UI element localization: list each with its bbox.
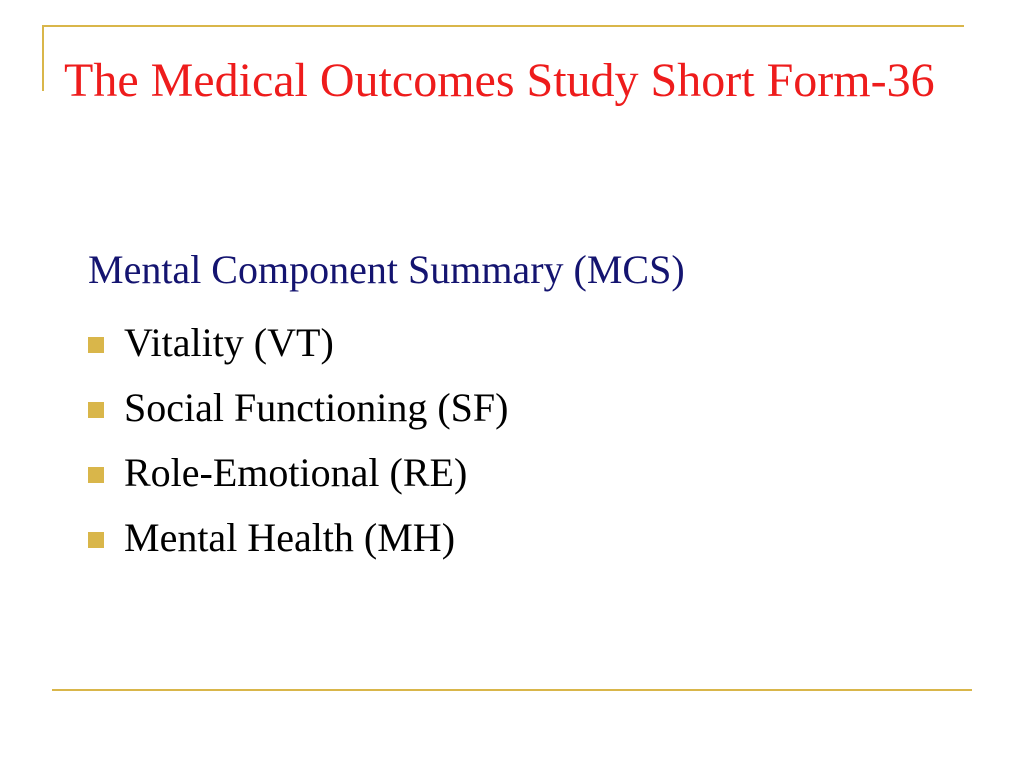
- frame-left-rule: [42, 25, 44, 91]
- slide-title: The Medical Outcomes Study Short Form-36: [64, 54, 935, 107]
- square-bullet-icon: [88, 402, 104, 418]
- bullet-label: Mental Health (MH): [124, 515, 456, 560]
- section-subheading: Mental Component Summary (MCS): [88, 247, 685, 292]
- frame-top-rule: [42, 25, 964, 27]
- square-bullet-icon: [88, 337, 104, 353]
- bullet-label: Vitality (VT): [124, 320, 334, 365]
- square-bullet-icon: [88, 532, 104, 548]
- frame-bottom-rule: [52, 689, 972, 691]
- bullet-label: Social Functioning (SF): [124, 385, 509, 430]
- square-bullet-icon: [88, 467, 104, 483]
- bullet-label: Role-Emotional (RE): [124, 450, 468, 495]
